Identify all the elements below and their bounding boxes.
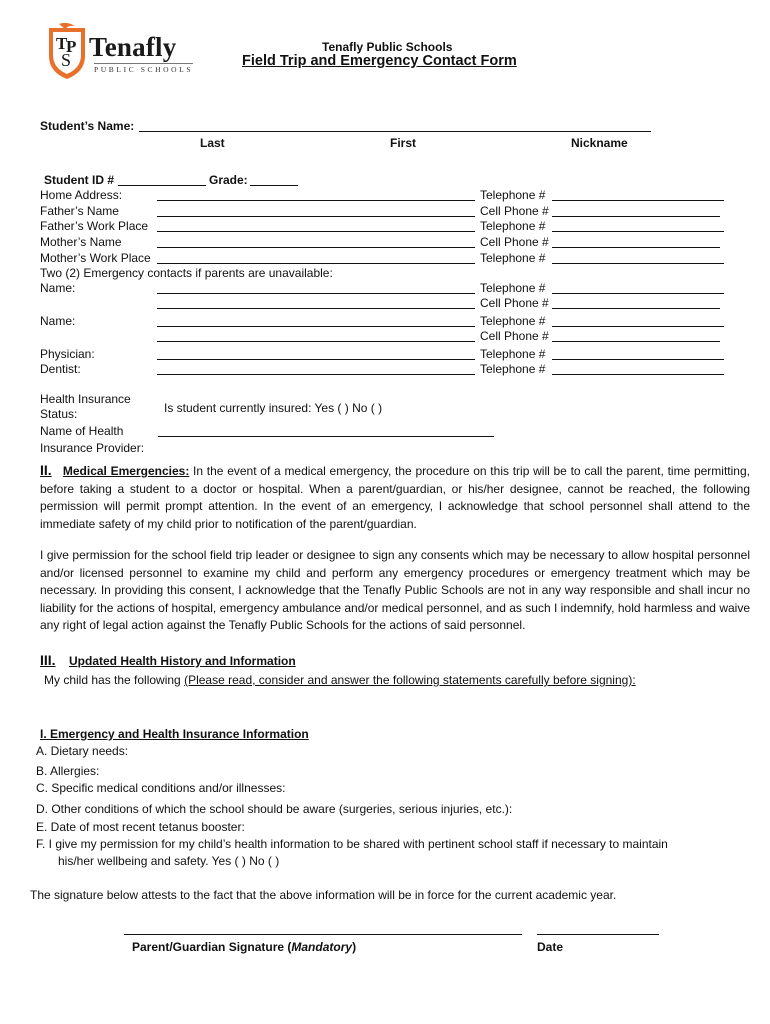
insurance-provider-field[interactable] — [158, 436, 494, 437]
emergency-intro: Two (2) Emergency contacts if parents are unavailable: — [40, 266, 333, 280]
insurance-status-label-2: Status: — [40, 407, 78, 421]
emergency-1-cell-label: Cell Phone # — [480, 296, 549, 310]
dentist-telephone-field[interactable] — [552, 374, 724, 375]
section-i-heading: I. Emergency and Health Insurance Information — [40, 727, 309, 741]
emergency-1-name-label: Name: — [40, 281, 76, 295]
physician-field[interactable] — [157, 359, 475, 360]
nickname-sublabel: Nickname — [571, 136, 628, 150]
dietary-needs-item: A. Dietary needs: — [36, 744, 129, 758]
logo-initial-t: T — [56, 34, 68, 53]
health-info-sharing-consent[interactable]: his/her wellbeing and safety. Yes ( ) No ( ) — [58, 854, 280, 868]
date-field[interactable] — [537, 934, 659, 935]
mother-work-telephone-label: Telephone # — [480, 251, 546, 265]
mother-cell-field[interactable] — [552, 247, 720, 248]
other-conditions-item: D. Other conditions of which the school should be aware (surgeries, serious injuries, etc.): — [36, 802, 513, 816]
signature-field[interactable] — [124, 934, 522, 935]
mother-name-label: Mother’s Name — [40, 235, 122, 249]
form-title: Field Trip and Emergency Contact Form — [242, 53, 517, 69]
section-3-heading: Updated Health History and Information — [69, 654, 296, 668]
signature-label-close: ) — [352, 940, 357, 954]
medical-conditions-item: C. Specific medical conditions and/or illnesses: — [36, 781, 286, 795]
emergency-1-telephone-field[interactable] — [552, 293, 724, 294]
home-address-label: Home Address: — [40, 188, 123, 202]
home-address-field[interactable] — [157, 200, 475, 201]
emergency-2-cell-label: Cell Phone # — [480, 329, 549, 343]
student-name-label: Student’s Name: — [40, 119, 135, 133]
student-id-field[interactable] — [118, 185, 206, 186]
emergency-1-telephone-label: Telephone # — [480, 281, 546, 295]
grade-field[interactable] — [250, 185, 298, 186]
logo-subtitle: PUBLIC SCHOOLS — [94, 65, 194, 74]
logo-initial-p: P — [66, 37, 77, 56]
father-name-label: Father’s Name — [40, 204, 119, 218]
section-3-instructions: (Please read, consider and answer the following statements carefully before signing): — [184, 673, 636, 687]
org-name: Tenafly Public Schools — [322, 40, 453, 54]
emergency-2-cell-field[interactable] — [552, 341, 720, 342]
insured-question[interactable]: Is student currently insured: Yes ( ) No ( ) — [164, 401, 383, 415]
section-2-numeral: II. — [40, 462, 52, 478]
section-3-intro — [44, 673, 636, 687]
insurance-provider-label-2: Insurance Provider: — [40, 441, 145, 455]
section-2-text: In the event of a medical emergency, the procedure on this trip will be to call the parent, time permitting, before taking a student to a doctor or hospital. When a parent/guardian, or his/her designee, cannot be reached, the following permission will permit prompt attention. In the event of an emergency, I acknowledge that school personnel shall attend to the immediate safety of my child prior to notification of the parent/guardian. — [40, 464, 750, 531]
dentist-field[interactable] — [157, 374, 475, 375]
signature-label — [132, 940, 356, 954]
physician-telephone-field[interactable] — [552, 359, 724, 360]
emergency-1-name-field[interactable] — [157, 293, 475, 294]
physician-telephone-label: Telephone # — [480, 347, 546, 361]
mother-cell-label: Cell Phone # — [480, 235, 549, 249]
grade-label: Grade: — [209, 173, 248, 187]
home-telephone-label: Telephone # — [480, 188, 546, 202]
section-3-numeral: III. — [40, 652, 56, 668]
health-info-sharing-item: F. I give my permission for my child’s health information to be shared with pertinent school staff if necessary to maintain — [36, 837, 668, 851]
mother-name-field[interactable] — [157, 247, 475, 248]
physician-label: Physician: — [40, 347, 95, 361]
emergency-2-extra-field[interactable] — [157, 341, 475, 342]
emergency-2-name-label: Name: — [40, 314, 76, 328]
mother-work-label: Mother’s Work Place — [40, 251, 151, 265]
attestation-text: The signature below attests to the fact that the above information will be in force for the current academic year. — [30, 888, 617, 902]
section-2-heading: Medical Emergencies: — [62, 464, 190, 478]
signature-mandatory: Mandatory — [291, 940, 353, 954]
mother-work-telephone-field[interactable] — [552, 263, 724, 264]
section-3-intro-text: My child has the following — [44, 673, 185, 687]
dentist-telephone-label: Telephone # — [480, 362, 546, 376]
father-work-telephone-field[interactable] — [552, 231, 724, 232]
last-name-sublabel: Last — [200, 136, 225, 150]
home-telephone-field[interactable] — [552, 200, 724, 201]
logo-name: Tenafly — [89, 32, 177, 62]
student-id-label: Student ID # — [44, 173, 115, 187]
allergies-item: B. Allergies: — [36, 764, 100, 778]
signature-label-text: Parent/Guardian Signature ( — [132, 940, 292, 954]
emergency-2-telephone-field[interactable] — [552, 326, 724, 327]
insurance-status-label-1: Health Insurance — [40, 392, 131, 406]
mother-work-field[interactable] — [157, 263, 475, 264]
insurance-provider-label-1: Name of Health — [40, 424, 124, 438]
first-name-sublabel: First — [390, 136, 417, 150]
logo-initial-s: S — [61, 50, 72, 70]
father-work-telephone-label: Telephone # — [480, 219, 546, 233]
emergency-1-cell-field[interactable] — [552, 308, 720, 309]
father-work-field[interactable] — [157, 231, 475, 232]
father-cell-field[interactable] — [552, 216, 720, 217]
student-name-field[interactable] — [139, 131, 651, 132]
father-name-field[interactable] — [157, 216, 475, 217]
date-label: Date — [537, 940, 564, 954]
father-cell-label: Cell Phone # — [480, 204, 549, 218]
emergency-2-telephone-label: Telephone # — [480, 314, 546, 328]
tetanus-booster-item: E. Date of most recent tetanus booster: — [36, 820, 245, 834]
dentist-label: Dentist: — [40, 362, 81, 376]
school-logo — [45, 22, 195, 82]
emergency-1-extra-field[interactable] — [157, 308, 475, 309]
medical-emergencies-paragraph — [40, 462, 750, 533]
permission-paragraph: I give permission for the school field trip leader or designee to sign any consents which may be necessary to allow hospital personnel and/or licensed personnel to examine my child and perform any emergency procedures or emergency treatment which may be necessary. In providing this consent, I acknowledge that the Tenafly Public Schools are not in any way responsible and shall incur no liability for the actions of hospital, emergency ambulance and/or medical personnel, and as such I indemnify, hold harmless and waive any right of legal action against the Tenafly Public Schools for the actions of said personnel. — [40, 548, 750, 633]
father-work-label: Father’s Work Place — [40, 219, 149, 233]
emergency-2-name-field[interactable] — [157, 326, 475, 327]
